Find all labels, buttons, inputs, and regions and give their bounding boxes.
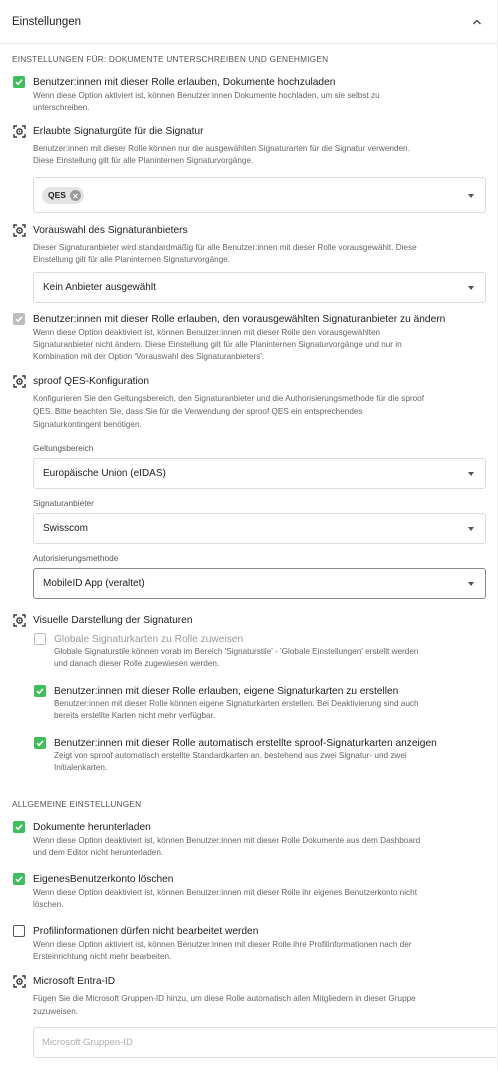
check-icon <box>14 874 24 884</box>
group-id-field[interactable] <box>33 1027 497 1058</box>
signature-provider-select[interactable] <box>33 513 486 544</box>
provider-change-checkbox[interactable] <box>13 313 25 325</box>
upload-checkbox[interactable] <box>13 76 25 88</box>
visual-label: Visuelle Darstellung der Signaturen <box>33 615 193 626</box>
auth-method-value: MobileID App (veraltet) <box>43 578 145 589</box>
entra-label: Microsoft Entra-ID <box>33 976 116 987</box>
dropdown-arrow-icon[interactable] <box>468 194 474 198</box>
check-icon <box>14 77 24 87</box>
provider-preselect-desc-2: Einstellung gilt für alle Planinternen Signaturvorgänge. <box>33 255 231 264</box>
provider-preselect-select[interactable] <box>33 272 486 303</box>
entra-desc-1: Fügen Sie die Microsoft Gruppen-ID hinzu, um diese Rolle automatisch allen Mitgliedern in dieser Gruppe <box>33 994 416 1003</box>
settings-title: Einstellungen <box>12 16 82 28</box>
entra-desc-2: zuzuweisen. <box>33 1007 79 1016</box>
delete-account-desc-2: löschen. <box>33 900 64 909</box>
profile-lock-checkbox[interactable] <box>13 925 25 937</box>
upload-label: Benutzer:innen mit dieser Rolle erlauben, Dokumente hochzuladen <box>33 77 336 88</box>
signature-quality-desc-2: Diese Einstellung gilt für alle Planinternen Signaturvorgänge. <box>33 156 254 165</box>
auto-cards-desc-1: Zeigt von sproof automatisch erstellte Standardkarten an, bestehend aus zwei Signatur- und zwei <box>54 751 407 760</box>
global-cards-desc-2: und danach dieser Rolle zugewiesen werden. <box>54 659 220 668</box>
own-cards-desc-2: bereits erstellte Karten nicht mehr verfügbar. <box>54 711 216 720</box>
delete-account-label: EigenesBenutzerkonto löschen <box>33 874 174 885</box>
download-checkbox[interactable] <box>13 821 25 833</box>
sproof-qes-label: sproof QES-Konfiguration <box>33 376 150 387</box>
check-icon <box>35 738 45 748</box>
sproof-qes-desc-1: Konfigurieren Sie den Geltungsbereich, den Signaturanbieter und die Authorisierungsmethode für die sproof <box>33 394 424 403</box>
profile-lock-desc-1: Wenn diese Option aktiviert ist, können Benutzer:innen mit dieser Rolle ihre Profilinformationen nach der <box>33 940 412 949</box>
own-cards-desc-1: Benutzer:innen mit dieser Rolle können eigene Signaturkarten erstellen. Bei Deaktivierung sind auch <box>54 699 419 708</box>
delete-account-desc-1: Wenn diese Option deaktiviert ist, können Benutzer:innen mit dieser Rolle ihr eigenes Benutzerkonto nicht <box>33 888 417 897</box>
provider-change-desc-1: Wenn diese Option deaktiviert ist, können Benutzer:innen mit dieser Rolle den vorausgewählten <box>33 328 381 337</box>
profile-lock-label: Profilinformationen dürfen nicht bearbeitet werden <box>33 926 259 937</box>
auto-cards-desc-2: Initialenkarten. <box>54 763 108 772</box>
settings-header[interactable] <box>0 0 498 44</box>
upload-desc-2: unterschreiben. <box>33 103 90 112</box>
group-id-input[interactable] <box>34 1028 497 1057</box>
download-desc-1: Wenn diese Option deaktiviert ist, können Benutzer:innen mit dieser Rolle Dokumente aus dem Dashboard <box>33 836 421 845</box>
shield-settings-icon <box>13 614 26 627</box>
provider-change-label: Benutzer:innen mit dieser Rolle erlauben, den vorausgewählten Signaturanbieter zu ändern <box>33 314 446 325</box>
scope-select[interactable] <box>33 458 486 489</box>
sproof-qes-desc-2: QES. Bitte beachten Sie, dass Sie für die Verwendung der sproof QES ein entsprechendes <box>33 407 363 416</box>
dropdown-arrow-icon[interactable] <box>468 472 474 476</box>
signature-provider-label: Signaturanbieter <box>33 498 94 508</box>
provider-preselect-value: Kein Anbieter ausgewählt <box>43 282 156 293</box>
auth-method-select[interactable] <box>33 568 486 599</box>
own-cards-checkbox[interactable] <box>34 685 46 697</box>
check-icon <box>35 686 45 696</box>
dropdown-arrow-icon[interactable] <box>468 527 474 531</box>
delete-account-checkbox[interactable] <box>13 873 25 885</box>
download-desc-2: und dem Editor nicht herunterladen. <box>33 848 164 857</box>
qes-chip-label: QES <box>48 190 66 200</box>
global-cards-desc-1: Globale Signaturstile können vorab im Bereich 'Signaturstile' - 'Globale Einstellungen' erstellt werden <box>54 647 419 656</box>
signature-quality-desc-1: Benutzer:innen mit dieser Rolle können nur die ausgewählten Signaturarten für die Signatur verwenden. <box>33 144 410 153</box>
upload-desc-1: Wenn diese Option aktiviert ist, können Benutzer:innen Dokumente hochladen, um sie selbst zu <box>33 91 380 100</box>
provider-preselect-label: Vorauswahl des Signaturanbieters <box>33 225 188 236</box>
chip-remove-icon[interactable] <box>70 190 81 201</box>
auth-method-label: Autorisierungsmethode <box>33 553 119 563</box>
qes-chip[interactable] <box>42 187 84 204</box>
dropdown-arrow-icon[interactable] <box>468 286 474 290</box>
provider-change-desc-2: Signaturanbieter nicht ändern. Diese Einstellung gilt für alle Planinternen Signaturvorgänge und nur in <box>33 340 402 349</box>
shield-settings-icon <box>13 224 26 237</box>
section-title-general: ALLGEMEINE EINSTELLUNGEN <box>12 799 142 809</box>
global-cards-label: Globale Signaturkarten zu Rolle zuweisen <box>54 634 244 645</box>
download-label: Dokumente herunterladen <box>33 822 151 833</box>
chevron-up-icon[interactable] <box>470 15 484 29</box>
signature-provider-value: Swisscom <box>43 523 89 534</box>
signature-quality-label: Erlaubte Signaturgüte für die Signatur <box>33 126 204 137</box>
check-icon <box>14 822 24 832</box>
shield-settings-icon <box>13 375 26 388</box>
profile-lock-desc-2: Ersteinrichtung nicht mehr bearbeiten. <box>33 952 172 961</box>
provider-change-desc-3: Kombination mit der Option 'Vorauswahl des Signaturanbieters'. <box>33 352 265 361</box>
scope-label: Geltungsbereich <box>33 443 94 453</box>
auto-cards-checkbox[interactable] <box>34 737 46 749</box>
provider-preselect-desc-1: Dieser Signaturanbieter wird standardmäßig für alle Benutzer:innen mit dieser Rolle vorausgewählt. Diese <box>33 243 417 252</box>
scope-value: Europäische Union (eIDAS) <box>43 468 166 479</box>
dropdown-arrow-icon[interactable] <box>468 582 474 586</box>
sproof-qes-desc-3: Signaturkontingent benötigen. <box>33 420 142 429</box>
shield-settings-icon <box>13 125 26 138</box>
own-cards-label: Benutzer:innen mit dieser Rolle erlauben, eigene Signaturkarten zu erstellen <box>54 686 399 697</box>
shield-settings-icon <box>13 975 26 988</box>
section-title-sign: EINSTELLUNGEN FÜR: DOKUMENTE UNTERSCHREIBEN UND GENEHMIGEN <box>12 54 329 64</box>
auto-cards-label: Benutzer:innen mit dieser Rolle automatisch erstellte sproof-Signaturkarten anzeigen <box>54 738 437 749</box>
check-icon <box>14 314 24 324</box>
signature-quality-select[interactable] <box>33 177 486 213</box>
global-cards-checkbox[interactable] <box>34 633 46 645</box>
